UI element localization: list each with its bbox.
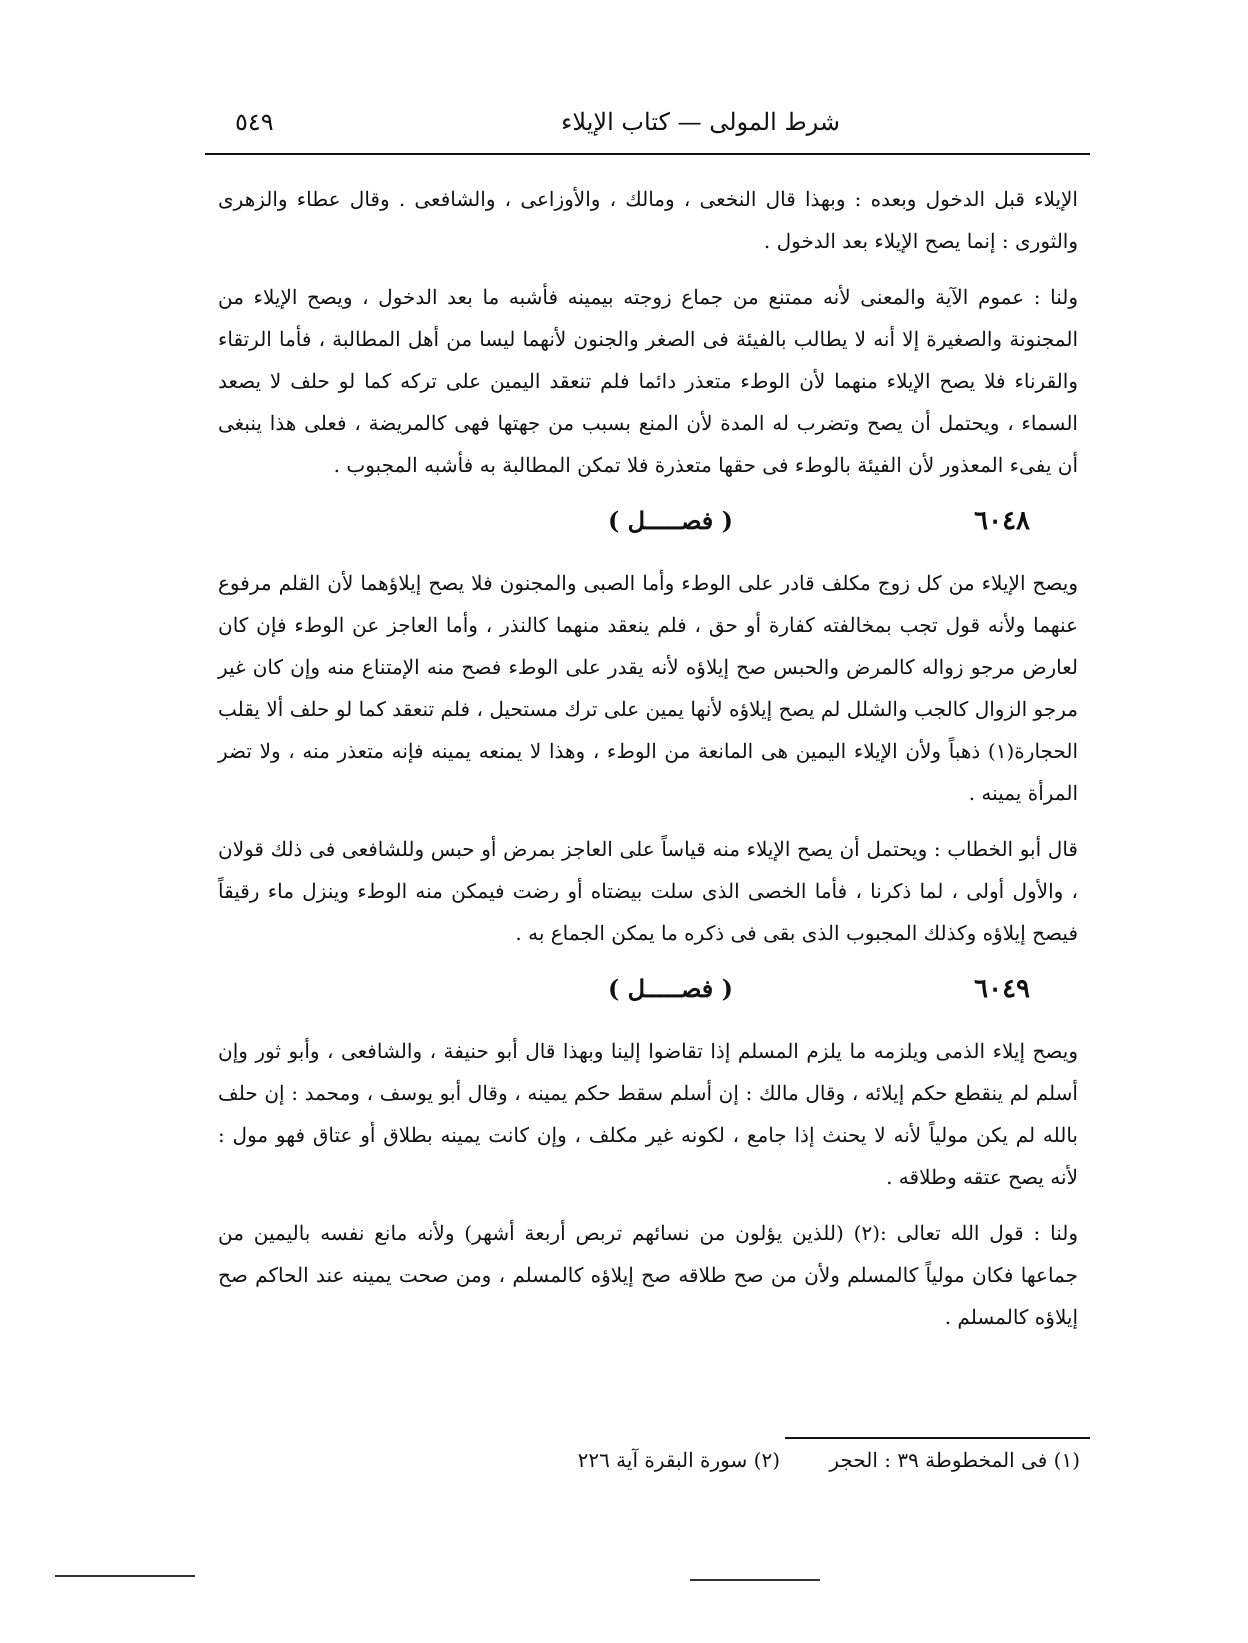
- footnotes: [540, 1448, 1080, 1488]
- paragraph-5: ويصح إيلاء الذمى ويلزمه ما يلزم المسلم إذا تقاضوا إلينا وبهذا قال أبو حنيفة ، والشافعى ، وأبو ثور وإن أسلم لم ينقطع حكم إيلائه ، وقال مالك : إن أسلم سقط حكم يمينه ، وقال أبو يوسف ، ومحمد : إن حلف بالله لم يكن مولياً لأنه لا يحنث إذا جامع ، لكونه غير مكلف ، وإن كانت يمينه بطلاق أو عتاق فهو مول : لأنه يصح عتقه وطلاقه .: [218, 1039, 1078, 1189]
- header-divider: [205, 153, 1090, 155]
- running-title: شرط المولى — كتاب الإيلاء: [561, 108, 840, 136]
- section-number: ٦٠٤٨: [974, 506, 1030, 536]
- paragraph-2: ولنا : عموم الآية والمعنى لأنه ممتنع من جماع زوجته بيمينه فأشبه ما بعد الدخول ، ويصح الإيلاء من المجنونة والصغيرة إلا أنه لا يطالب بالفيئة فى الصغر والجنون لأنهما ليسا من أهل المطالبة ، فأما الرتقاء والقرناء فلا يصح الإيلاء منهما لأن الوطء متعذر دائما فلم تنعقد اليمين على تركه كما لو حلف لا يصعد السماء ، ويحتمل أن يصح وتضرب له المدة لأن المنع بسبب من جهتها فهى كالمريضة ، فعلى هذا ينبغى أن يفىء المعذور لأن الفيئة بالوطء فى حقها متعذرة فلا تمكن المطالبة به فأشبه المجبوب .: [218, 285, 1078, 477]
- section-title: ( فصـــــل ): [607, 506, 733, 535]
- footnote-2: (٢) سورة البقرة آية ٢٢٦: [577, 1448, 780, 1472]
- footnote-divider: [785, 1437, 1090, 1439]
- page-header: [205, 100, 1090, 150]
- section-title: ( فصـــــل ): [607, 974, 733, 1003]
- section-heading-6049: [218, 968, 1078, 1022]
- footnote-1: (١) فى المخطوطة ٣٩ : الحجر: [829, 1448, 1080, 1472]
- page-body: [218, 178, 1078, 1352]
- paragraph-6: ولنا : قول الله تعالى :(٢) (للذين يؤلون من نسائهم تربص أربعة أشهر) ولأنه مانع نفسه باليمين من جماعها فكان مولياً كالمسلم ولأن من صح طلاقه صح إيلاؤه كالمسلم ، ومن صحت يمينه عند الحاكم صح إيلاؤه كالمسلم .: [218, 1221, 1079, 1329]
- section-heading-6048: [218, 500, 1078, 554]
- bottom-rule-center: [690, 1579, 820, 1581]
- bottom-rule-left: [55, 1575, 195, 1577]
- paragraph-3: ويصح الإيلاء من كل زوج مكلف قادر على الوطء وأما الصبى والمجنون فلا يصح إيلاؤهما لأن القلم مرفوع عنهما ولأنه قول تجب بمخالفته كفارة أو حق ، فلم ينعقد منهما كالنذر ، وأما العاجز عن الوطء فإن كان لعارض مرجو زواله كالمرض والحبس صح إيلاؤه لأنه يقدر على الوطء فصح منه الإمتناع منه وإن كان غير مرجو الزوال كالجب والشلل لم يصح إيلاؤه لأنها يمين على ترك مستحيل ، فلم تنعقد كما لو حلف ألا يقلب الحجارة(١) ذهباً ولأن الإيلاء اليمين هى المانعة من الوطء ، وهذا لا يمنعه يمينه فإنه متعذر منه ، ولا تضر المرأة يمينه .: [218, 571, 1079, 805]
- paragraph-1: الإيلاء قبل الدخول وبعده : وبهذا قال النخعى ، ومالك ، والأوزاعى ، والشافعى . وقال عطاء والزهرى والثورى : إنما يصح الإيلاء بعد الدخول .: [218, 187, 1078, 253]
- paragraph-4: قال أبو الخطاب : ويحتمل أن يصح الإيلاء منه قياساً على العاجز بمرض أو حبس وللشافعى فى ذلك قولان ، والأول أولى ، لما ذكرنا ، فأما الخصى الذى سلت بيضتاه أو رضت فيمكن منه الوطء وينزل ماء رقيقاً فيصح إيلاؤه وكذلك المجبوب الذى بقى فى ذكره ما يمكن الجماع به .: [218, 837, 1078, 945]
- page-number: ٥٤٩: [235, 108, 274, 136]
- section-number: ٦٠٤٩: [974, 974, 1030, 1004]
